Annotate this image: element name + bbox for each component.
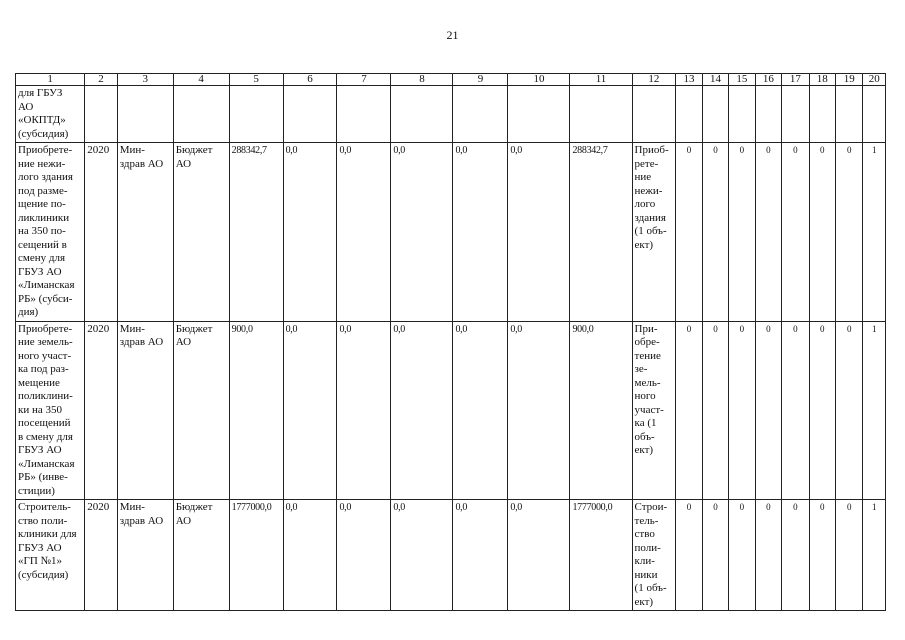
value-cell: 0,0 bbox=[508, 321, 570, 500]
value-cell bbox=[570, 86, 632, 143]
header-cell: 3 bbox=[117, 74, 173, 86]
source-cell bbox=[173, 86, 229, 143]
indicator-cell: 1 bbox=[863, 321, 886, 500]
header-row bbox=[16, 74, 886, 86]
table-row bbox=[16, 86, 886, 143]
header-cell: 8 bbox=[391, 74, 453, 86]
value-cell: 0,0 bbox=[508, 143, 570, 322]
indicator-cell: 0 bbox=[729, 500, 755, 611]
indicator-cell bbox=[863, 86, 886, 143]
program-table bbox=[15, 73, 886, 611]
indicator-cell: 0 bbox=[782, 143, 809, 322]
value-cell: 0,0 bbox=[391, 500, 453, 611]
indicator-cell: 0 bbox=[809, 321, 835, 500]
value-cell: 0,0 bbox=[283, 143, 337, 322]
measure-name-cell: Приобрете- ние земель- ного участ- ка под раз- мещение поликлини- ки на 350 посещений в смену для ГБУЗ АО «Лиманская РБ» (инве- стиции) bbox=[16, 321, 85, 500]
value-cell: 0,0 bbox=[391, 321, 453, 500]
indicator-cell: 0 bbox=[702, 143, 728, 322]
indicator-cell: 0 bbox=[676, 321, 702, 500]
indicator-cell: 1 bbox=[863, 143, 886, 322]
result-cell: Приоб- рете- ние нежи- лого здания (1 объ- ект) bbox=[632, 143, 676, 322]
value-cell: 288342,7 bbox=[229, 143, 283, 322]
indicator-cell: 0 bbox=[755, 321, 781, 500]
indicator-cell: 0 bbox=[755, 500, 781, 611]
value-cell: 288342,7 bbox=[570, 143, 632, 322]
value-cell: 0,0 bbox=[337, 321, 391, 500]
indicator-cell: 0 bbox=[836, 143, 863, 322]
year-cell: 2020 bbox=[85, 500, 118, 611]
value-cell: 0,0 bbox=[453, 143, 508, 322]
header-cell: 14 bbox=[702, 74, 728, 86]
value-cell bbox=[391, 86, 453, 143]
result-cell bbox=[632, 86, 676, 143]
indicator-cell: 0 bbox=[809, 500, 835, 611]
header-cell: 17 bbox=[782, 74, 809, 86]
source-cell: Бюджет АО bbox=[173, 321, 229, 500]
value-cell: 0,0 bbox=[453, 500, 508, 611]
result-cell: Строи- тель- ство поли- кли- ники (1 объ- ект) bbox=[632, 500, 676, 611]
indicator-cell bbox=[836, 86, 863, 143]
table-row bbox=[16, 500, 886, 611]
header-cell: 1 bbox=[16, 74, 85, 86]
executor-cell bbox=[117, 86, 173, 143]
executor-cell: Мин- здрав АО bbox=[117, 143, 173, 322]
value-cell: 900,0 bbox=[229, 321, 283, 500]
header-cell: 13 bbox=[676, 74, 702, 86]
executor-cell: Мин- здрав АО bbox=[117, 500, 173, 611]
executor-cell: Мин- здрав АО bbox=[117, 321, 173, 500]
value-cell bbox=[508, 86, 570, 143]
value-cell: 0,0 bbox=[508, 500, 570, 611]
header-cell: 7 bbox=[337, 74, 391, 86]
year-cell: 2020 bbox=[85, 143, 118, 322]
indicator-cell: 0 bbox=[702, 500, 728, 611]
table-row bbox=[16, 143, 886, 322]
header-cell: 10 bbox=[508, 74, 570, 86]
indicator-cell bbox=[729, 86, 755, 143]
indicator-cell bbox=[676, 86, 702, 143]
value-cell bbox=[453, 86, 508, 143]
value-cell: 0,0 bbox=[283, 500, 337, 611]
indicator-cell: 1 bbox=[863, 500, 886, 611]
indicator-cell bbox=[809, 86, 835, 143]
year-cell: 2020 bbox=[85, 321, 118, 500]
source-cell: Бюджет АО bbox=[173, 500, 229, 611]
header-cell: 16 bbox=[755, 74, 781, 86]
measure-name-cell: Строитель- ство поли- клиники для ГБУЗ АО «ГП №1» (субсидия) bbox=[16, 500, 85, 611]
page-number: 21 bbox=[446, 28, 459, 42]
value-cell: 0,0 bbox=[337, 500, 391, 611]
header-cell: 19 bbox=[836, 74, 863, 86]
value-cell bbox=[283, 86, 337, 143]
indicator-cell: 0 bbox=[836, 321, 863, 500]
value-cell: 1777000,0 bbox=[570, 500, 632, 611]
table-row bbox=[16, 321, 886, 500]
header-cell: 18 bbox=[809, 74, 835, 86]
value-cell: 0,0 bbox=[337, 143, 391, 322]
header-cell: 6 bbox=[283, 74, 337, 86]
indicator-cell: 0 bbox=[836, 500, 863, 611]
header-cell: 9 bbox=[453, 74, 508, 86]
header-cell: 15 bbox=[729, 74, 755, 86]
indicator-cell: 0 bbox=[676, 500, 702, 611]
value-cell: 0,0 bbox=[283, 321, 337, 500]
indicator-cell: 0 bbox=[702, 321, 728, 500]
source-cell: Бюджет АО bbox=[173, 143, 229, 322]
indicator-cell: 0 bbox=[755, 143, 781, 322]
value-cell: 0,0 bbox=[391, 143, 453, 322]
indicator-cell: 0 bbox=[729, 321, 755, 500]
header-cell: 12 bbox=[632, 74, 676, 86]
value-cell: 900,0 bbox=[570, 321, 632, 500]
header-cell: 4 bbox=[173, 74, 229, 86]
indicator-cell: 0 bbox=[809, 143, 835, 322]
header-cell: 20 bbox=[863, 74, 886, 86]
result-cell: При- обре- тение зе- мель- ного участ- ка (1 объ- ект) bbox=[632, 321, 676, 500]
indicator-cell: 0 bbox=[782, 500, 809, 611]
indicator-cell: 0 bbox=[676, 143, 702, 322]
value-cell bbox=[337, 86, 391, 143]
indicator-cell bbox=[702, 86, 728, 143]
header-cell: 5 bbox=[229, 74, 283, 86]
indicator-cell bbox=[755, 86, 781, 143]
header-cell: 11 bbox=[570, 74, 632, 86]
measure-name-cell: Приобрете- ние нежи- лого здания под разме- щение по- ликлиники на 350 по- сещений в смену для ГБУЗ АО «Лиманская РБ» (субси- дия) bbox=[16, 143, 85, 322]
measure-name-cell: для ГБУЗ АО «ОКПТД» (субсидия) bbox=[16, 86, 85, 143]
header-cell: 2 bbox=[85, 74, 118, 86]
indicator-cell: 0 bbox=[729, 143, 755, 322]
indicator-cell: 0 bbox=[782, 321, 809, 500]
year-cell bbox=[85, 86, 118, 143]
value-cell: 1777000,0 bbox=[229, 500, 283, 611]
value-cell: 0,0 bbox=[453, 321, 508, 500]
indicator-cell bbox=[782, 86, 809, 143]
value-cell bbox=[229, 86, 283, 143]
